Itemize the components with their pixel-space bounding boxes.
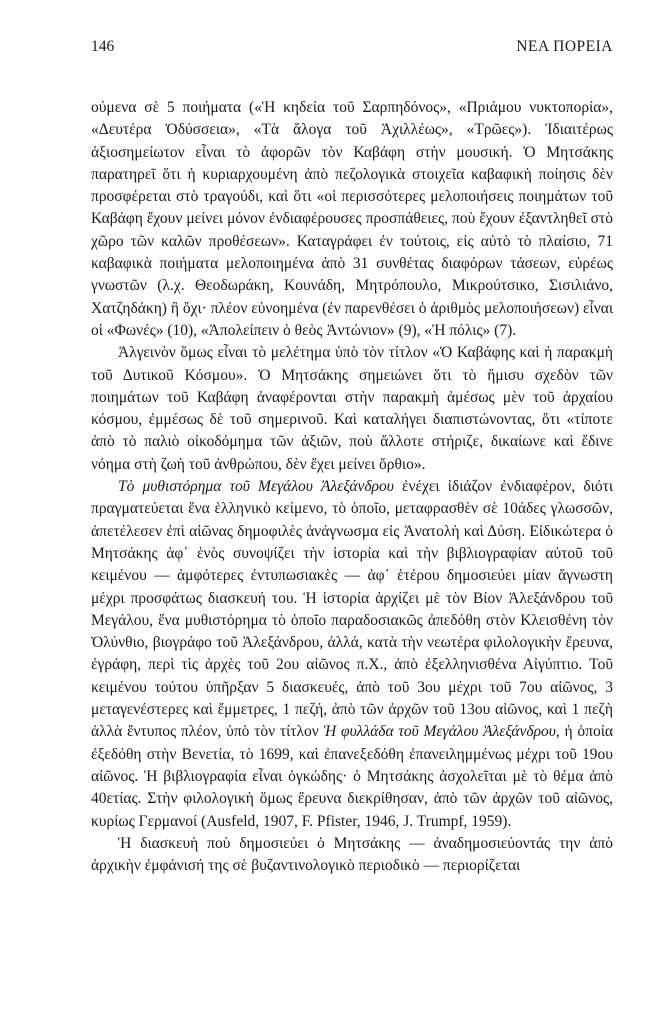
text-segment: , ἡ ὁποία ἐξεδόθη στὴν Βενετία, τὸ 1699, καὶ ἐπανεξεδόθη ἐπανειλημμένως μέχρι τοῦ 19ου αἰῶνος. Ἡ βιβλιογραφία εἶναι ὀγκώδης· ὁ Μητσάκης ἀσχολεῖται μὲ τὸ θέμα ἀπὸ 40ετίας. Στὴν φιλολογικὴ ὅμως ἔρευνα διεκρίθησαν, ἀπὸ τῶν ἀρχῶν τοῦ αἰῶνος, κυρίως Γερμανοί (Ausfeld, 1907, F. Pfister, 1946, J. Trumpf, 1959).	[91, 723, 613, 830]
page-number: 146	[91, 38, 115, 55]
paragraph	[91, 476, 613, 833]
text-segment: ἐνέχει ἰδιάζον ἐνδιαφέρον, διότι πραγματεύεται ἕνα ἑλληνικὸ κείμενο, τὸ ὁποῖο, μεταφρασθὲν σὲ 10άδες γλωσσῶν, ἀπετέλεσεν ἐπὶ αἰῶνας δημοφιλὲς ἀνάγνωσμα εἰς Ἀνατολὴ καὶ Δύση. Εἰδικώτερα ὁ Μητσάκης ἀφ᾽ ἑνὸς συνοψίζει τὴν ἱστορία καὶ τὴν βιβλιογραφίαν αὐτοῦ τοῦ κειμένου — ἀμφότερες ἐντυπωσιακὲς — ἀφ᾽ ἑτέρου δημοσιεύει μίαν ἄγνωστη μέχρι προσφάτως διασκευή του. Ἡ ἱστορία ἀρχίζει μὲ τὸν Βίον Ἀλεξάνδρου τοῦ Μεγάλου, ἕνα μυθιστόρημα τὸ ὁποῖο παραδοσιακῶς ἀπεδόθη στὸν Κλεισθένη τὸν Ὀλύνθιο, βιογράφο τοῦ Ἀλεξάνδρου, ἀλλά, κατὰ τὴν νεωτέρα φιλολογικὴν ἔρευνα, ἐγράφη, περὶ τὶς ἀρχὲς τοῦ 2ου αἰῶνος π.Χ., ἀπὸ ἐξελληνισθένα Αἰγύπτιο. Τοῦ κειμένου τούτου ὑπῆρξαν 5 διασκευές, ἀπὸ τοῦ 3ου μέχρι τοῦ 7ου αἰῶνος, 3 μεταγενέστερες καὶ ἔμμετρες, 1 πεζή, ἀπὸ τῶν ἀρχῶν τοῦ 13ου αἰῶνος, καὶ 1 πεζὴ ἀλλὰ ἔντυπος πλέον, ὑπὸ τὸν τίτλον	[91, 478, 613, 741]
text-segment: ούμενα σὲ 5 ποιήματα («Ἡ κηδεία τοῦ Σαρπηδόνος», «Πριάμου νυκτοπορία», «Δευτέρα Ὀδύσσεια», «Τὰ ἄλογα τοῦ Ἀχιλλέως», «Τρῶες»). Ἰδιαιτέρως ἀξιοσημείωτον εἶναι τὸ ἀφορῶν τὸν Καβάφη στὴν μουσική. Ὁ Μητσάκης παρατηρεῖ ὅτι ἡ κυριαρχουμένη ἀπὸ πεζολογικὰ στοιχεῖα καβαφικὴ ποίησις δὲν προσφέρεται στὸ τραγούδι, καὶ ὅτι «οἱ περισσότερες μελοποιήσεις ποιημάτων τοῦ Καβάφη ἔχουν μείνει μόνον ἐνδιαφέρουσες προσπάθειες, ποὺ ἔχουν ἐξαντληθεῖ στὸ χῶρο τῶν καλῶν προθέσεων». Καταγράφει ἐν τούτοις, εἰς αὐτὸ τὸ πλαίσιο, 71 καβαφικὰ ποιήματα μελοποιημένα ἀπὸ 31 συνθέτας διαφόρων τάσεων, εὑρέως γνωστῶν (λ.χ. Θεοδωράκη, Κουνάδη, Μητρόπουλο, Μικρούτσικο, Σισιλιάνο, Χατζηδάκη) ἢ ὄχι· πλέον εὐνοημένα (ἐν παρενθέσει ὁ ἀριθμὸς μελοποιήσεων) εἶναι οἱ «Φωνές» (10), «Ἀπολείπειν ὁ θεὸς Ἀντώνιον» (9), «Ἡ πόλις» (7).	[91, 99, 613, 339]
running-title: ΝΕΑ ΠΟΡΕΙΑ	[516, 38, 613, 55]
italic-title: Τὸ μυθιστόρημα τοῦ Μεγάλου Ἀλεξάνδρου	[118, 478, 394, 496]
text-segment: Ἡ διασκευὴ ποὺ δημοσιεύει ὁ Μητσάκης — ἀναδημοσιεύοντάς την ἀπὸ ἀρχικὴν ἐμφάνισή της σὲ βυζαντινολογικὸ περιοδικὸ — περιορίζεται	[91, 834, 613, 875]
paragraph	[91, 97, 613, 342]
paragraph	[91, 833, 613, 878]
paragraph	[91, 342, 613, 476]
body-text	[91, 97, 613, 877]
page-header	[91, 38, 613, 56]
italic-title: Ἡ φυλλάδα τοῦ Μεγάλου Ἀλεξάνδρου	[323, 723, 556, 741]
text-segment: Ἀλγεινὸν ὅμως εἶναι τὸ μελέτημα ὑπὸ τὸν τίτλον «Ὁ Καβάφης καὶ ἡ παρακμὴ τοῦ Δυτικοῦ Κόσμου». Ὁ Μητσάκης σημειώνει ὅτι τὸ ἥμισυ σχεδὸν τῶν ποιημάτων τοῦ Καβάφη ἀναφέρονται στὴν παρακμὴ ἀμέσως μὲν τοῦ ἀρχαίου κόσμου, ἐμμέσως δὲ τοῦ σημερινοῦ. Καὶ καταλήγει διαπιστώνοντας, ὅτι «τίποτε ἀπὸ τὸ παλιὸ οἰκοδόμημα τῶν ἀξιῶν, ποὺ ἄλλοτε στήριζε, δικαίωνε καὶ ἔδινε νόημα στὴ ζωὴ τοῦ ἀνθρώπου, δὲν ἔχει μείνει ὄρθιο».	[91, 344, 613, 473]
